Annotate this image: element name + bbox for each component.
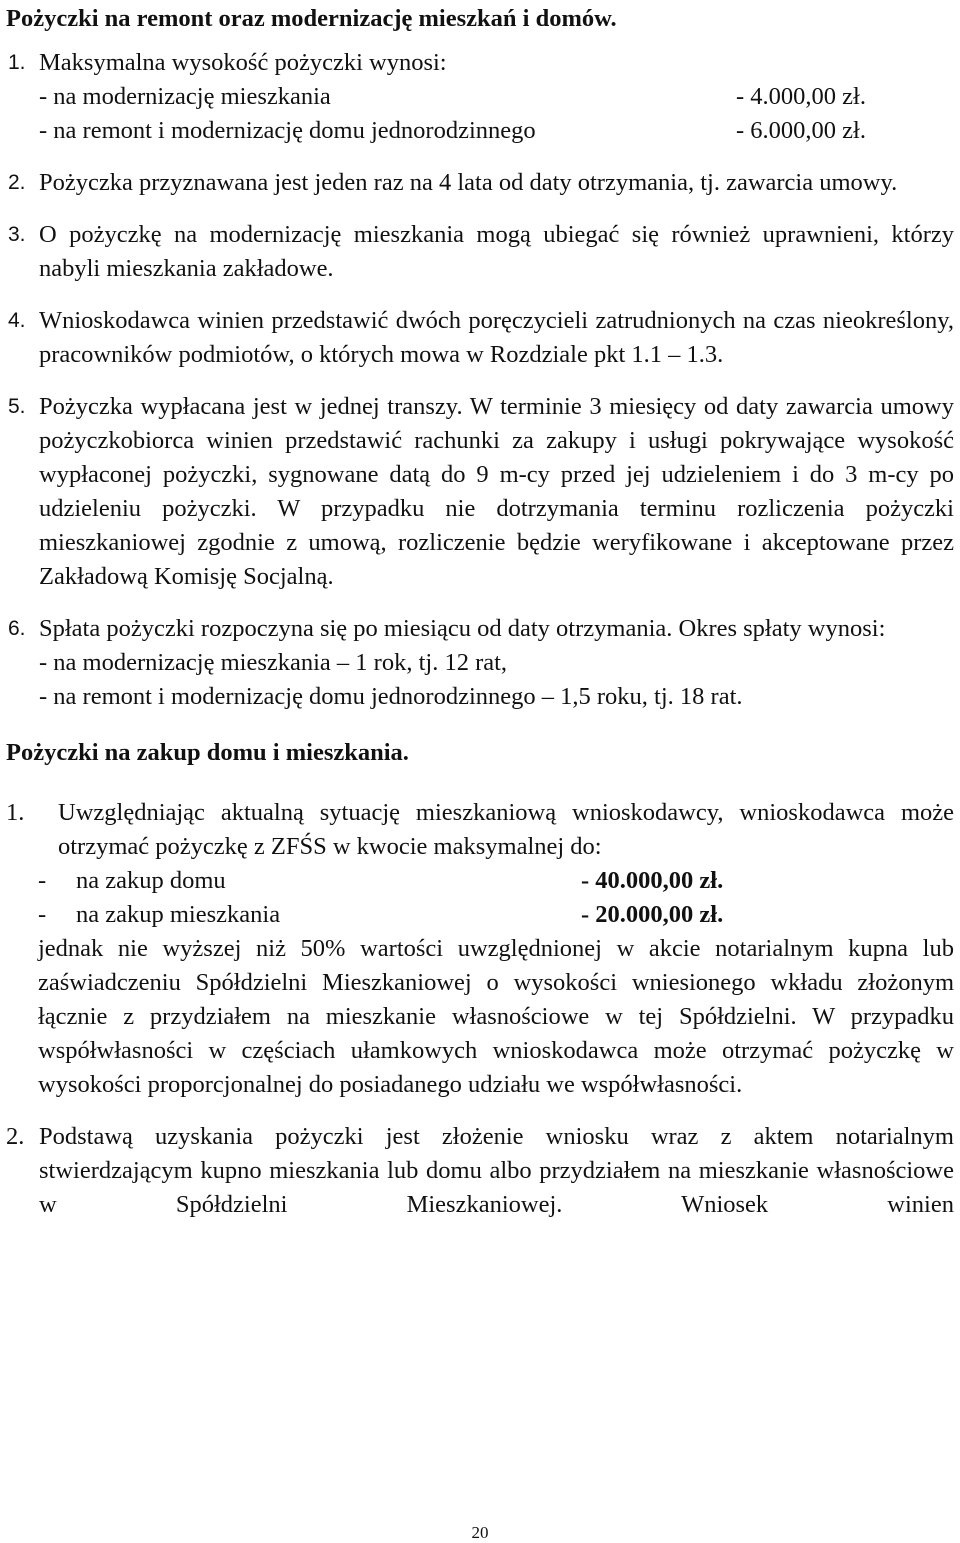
amount-value: - 6.000,00 zł.: [736, 117, 866, 144]
amount-row: [39, 114, 954, 148]
item-text: Pożyczka wypłacana jest w jednej transzy. W terminie 3 miesięcy od daty zawarcia umowy pożyczkobiorca winien przedstawić rachunki za zakupy i usługi pokrywające wysokość wypłaconej pożyczki, sygnowane datą do 9 m-cy przed jej udzieleniem i do 3 m-cy po udzieleniu pożyczki. W przypadku nie dotrzymania terminu rozliczenia pożyczki mieszkaniowej zgodnie z umową, rozliczenie będzie weryfikowane i akceptowane przez Zakładową Komisję Socjalną.: [39, 393, 954, 590]
item-text: O pożyczkę na modernizację mieszkania mogą ubiegać się również uprawnieni, którzy nabyli mieszkania zakładowe.: [39, 221, 954, 282]
section-title: Pożyczki na remont oraz modernizację mieszkań i domów.: [6, 5, 617, 32]
amount-label: na zakup mieszkania: [76, 901, 281, 928]
row-dash: -: [38, 901, 47, 928]
list-item: [6, 304, 954, 372]
amount-row: [38, 898, 954, 932]
section-title: Pożyczki na zakup domu i mieszkania.: [6, 739, 409, 766]
item-text: Wnioskodawca winien przedstawić dwóch poręczycieli zatrudnionych na czas nieokreślony, pracowników podmiotów, o których mowa w Rozdziale pkt 1.1 – 1.3.: [39, 307, 954, 368]
list-item: [6, 1120, 954, 1222]
item-number: 3.: [8, 223, 26, 246]
item-number: 5.: [8, 395, 26, 418]
item-number: 1.: [6, 799, 25, 826]
amount-row: [38, 864, 954, 898]
amount-value: - 20.000,00 zł.: [581, 901, 724, 928]
item-text: Podstawą uzyskania pożyczki jest złożenie wniosku wraz z aktem notarialnym stwierdzającym kupno mieszkania lub domu albo przydziałem na mieszkanie własnościowe w Spółdzielni Mieszkaniowej. Wniosek winien: [39, 1123, 954, 1218]
page-number: 20: [471, 1523, 489, 1542]
section-renovation-loans: [6, 0, 954, 714]
item-intro: Maksymalna wysokość pożyczki wynosi:: [39, 49, 447, 76]
amount-label: na zakup domu: [76, 867, 226, 894]
row-dash: -: [38, 867, 47, 894]
amount-row: [39, 80, 954, 114]
list-item: [6, 612, 954, 714]
amount-value: - 4.000,00 zł.: [736, 83, 866, 110]
repayment-line: - na modernizację mieszkania – 1 rok, tj. 12 rat,: [39, 649, 508, 676]
amount-label: - na remont i modernizację domu jednorodzinnego: [39, 117, 536, 144]
list-item: [6, 390, 954, 594]
list-item: [6, 796, 954, 1102]
item-intro: Uwzględniając aktualną sytuację mieszkaniową wnioskodawcy, wnioskodawca może otrzymać pożyczkę z ZFŚS w kwocie maksymalnej do:: [58, 799, 954, 860]
list-item: [6, 166, 954, 200]
repayment-line: - na remont i modernizację domu jednorodzinnego – 1,5 roku, tj. 18 rat.: [39, 683, 743, 710]
item-number: 6.: [8, 617, 26, 640]
item-text: Spłata pożyczki rozpoczyna się po miesiącu od daty otrzymania. Okres spłaty wynosi:: [39, 615, 886, 642]
item-number: 4.: [8, 309, 26, 332]
section-purchase-loans: [6, 734, 954, 1222]
item-text: jednak nie wyższej niż 50% wartości uwzględnionej w akcie notarialnym kupna lub zaświadczeniu Spółdzielni Mieszkaniowej o wysokości wniesionego wkładu złożonym łącznie z przydziałem na mieszkanie własnościowe w tej Spółdzielni. W przypadku współwłasności w częściach ułamkowych wnioskodawca może otrzymać pożyczkę w wysokości proporcjonalnej do posiadanego udziału we współwłasności.: [38, 935, 954, 1098]
list-item: [6, 46, 954, 148]
item-number: 1.: [8, 51, 26, 74]
item-number: 2.: [6, 1123, 25, 1150]
list-item: [6, 218, 954, 286]
amount-label: - na modernizację mieszkania: [39, 83, 331, 110]
item-text: Pożyczka przyznawana jest jeden raz na 4 lata od daty otrzymania, tj. zawarcia umowy.: [39, 169, 898, 196]
item-number: 2.: [8, 171, 26, 194]
amount-value: - 40.000,00 zł.: [581, 867, 724, 894]
